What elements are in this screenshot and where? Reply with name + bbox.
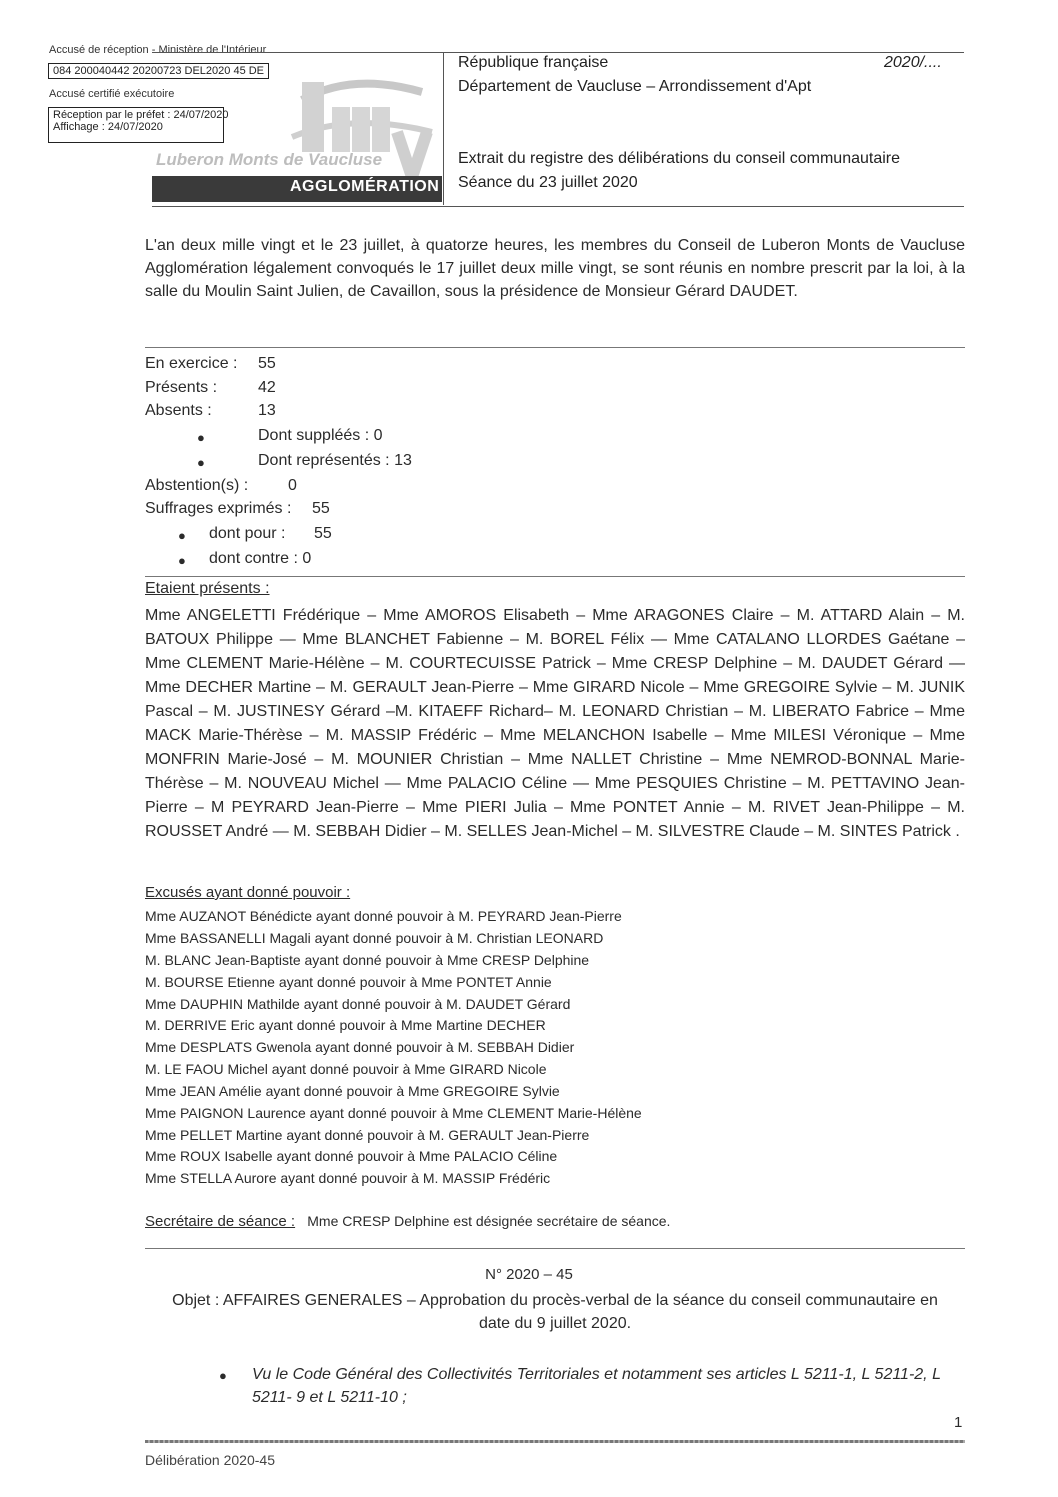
secretaire-label: Secrétaire de séance :	[145, 1213, 296, 1230]
abstention-value: 0	[288, 477, 297, 494]
proxy-item: Mme ROUX Isabelle ayant donné pouvoir à Mme PALACIO Céline	[145, 1148, 558, 1164]
bullet-icon: ●	[178, 553, 186, 568]
extract-label: Extrait du registre des délibérations du conseil communautaire	[458, 150, 901, 167]
stamp-reception: Réception par le préfet : 24/07/2020	[53, 109, 229, 121]
logo-name: Luberon Monts de Vaucluse	[156, 150, 383, 169]
stamp-header: Accusé de réception - Ministère de l'Intérieur	[49, 44, 267, 56]
suffrages-label: Suffrages exprimés :	[145, 500, 292, 517]
proxy-item: M. BLANC Jean-Baptiste ayant donné pouvoir à Mme CRESP Delphine	[145, 952, 590, 968]
contre-line: dont contre : 0	[209, 550, 312, 567]
representes-line: Dont représentés : 13	[258, 452, 412, 469]
proxy-item: Mme AUZANOT Bénédicte ayant donné pouvoir à M. PEYRARD Jean-Pierre	[145, 908, 622, 924]
page-number: 1	[954, 1414, 963, 1431]
secretaire-text: Mme CRESP Delphine est désignée secrétaire de séance.	[307, 1213, 671, 1229]
deliberation-number: N° 2020 – 45	[485, 1266, 573, 1283]
objet-line-1: Objet : AFFAIRES GENERALES – Approbation du procès-verbal de la séance du conseil communautaire en	[172, 1292, 938, 1309]
department-label: Département de Vaucluse – Arrondissement d'Apt	[458, 78, 812, 95]
abstention-label: Abstention(s) :	[145, 477, 249, 494]
excuses-title: Excusés ayant donné pouvoir :	[145, 884, 351, 901]
presents-value: 42	[258, 379, 276, 396]
pour-label: dont pour :	[209, 525, 286, 542]
proxy-item: Mme PAIGNON Laurence ayant donné pouvoir à Mme CLEMENT Marie-Hélène	[145, 1105, 642, 1121]
supplees-line: Dont suppléés : 0	[258, 427, 383, 444]
secretaire-row	[145, 1213, 670, 1230]
divider	[145, 576, 965, 577]
stamp-affichage: Affichage : 24/07/2020	[53, 121, 163, 133]
presents-title: Etaient présents :	[145, 580, 270, 597]
vu-paragraph: Vu le Code Général des Collectivités Territoriales et notamment ses articles L 5211-1, L 5211-2, L 5211- 9 et L 5211-10 ;	[252, 1366, 941, 1406]
absents-value: 13	[258, 402, 276, 419]
divider	[145, 347, 965, 348]
footer-rule	[145, 1440, 965, 1443]
divider	[145, 1248, 965, 1249]
bullet-icon: ●	[197, 430, 205, 445]
presents-label: Présents :	[145, 379, 218, 396]
pour-value: 55	[314, 525, 332, 542]
deliberation-ref: 2020/....	[884, 54, 942, 71]
header-divider	[443, 52, 444, 205]
republic-label: République française	[458, 54, 609, 71]
bullet-icon: ●	[219, 1368, 227, 1383]
session-date: Séance du 23 juillet 2020	[458, 174, 638, 191]
intro-paragraph: L'an deux mille vingt et le 23 juillet, à quatorze heures, les membres du Conseil de Luberon Monts de Vaucluse Agglomération légalement convoqués le 17 juillet deux mille vingt, se sont réunis en nombre prescrit par la loi, à la salle du Moulin Saint Julien, de Cavaillon, sous la présidence de Monsieur Gérard DAUDET.	[145, 237, 965, 300]
bullet-icon: ●	[197, 455, 205, 470]
proxy-item: M. DERRIVE Eric ayant donné pouvoir à Mme Martine DECHER	[145, 1017, 546, 1033]
logo-band-text: AGGLOMÉRATION	[290, 178, 440, 195]
bullet-icon: ●	[178, 528, 186, 543]
presents-list: Mme ANGELETTI Frédérique – Mme AMOROS Elisabeth – Mme ARAGONES Claire – M. ATTARD Alain – M. BATOUX Philippe — Mme BLANCHET Fabienne – M. BOREL Félix — Mme CATALANO LLORDES Gaétane – Mme CLEMENT Marie-Hélène – M. COURTECUISSE Patrick – Mme CRESP Delphine – M. DAUDET Gérard — Mme DECHER Martine – M. GERAULT Jean-Pierre – Mme GIRARD Nicole – Mme GREGOIRE Sylvie – M. JUNIK Pascal – M. JUSTINESY Gérard –M. KITAEFF Richard– M. LEONARD Christian – M. LIBERATO Fabrice – Mme MACK Marie-Thérèse – M. MASSIP Frédéric – Mme MELANCHON Isabelle – Mme MILESI Véronique – Mme MONFRIN Marie-José – M. MOUNIER Christian – Mme NALLET Christine – Mme NEMROD-BONNAL Marie-Thérèse – M. NOUVEAU Michel — Mme PALACIO Céline — Mme PESQUIES Christine – M. PETTAVINO Jean-Pierre – M PEYRARD Jean-Pierre – Mme PIERI Julia – Mme PONTET Annie – M. RIVET Jean-Philippe – M. ROUSSET André — M. SEBBAH Didier – M. SELLES Jean-Michel – M. SILVESTRE Claude – M. SINTES Patrick .	[145, 607, 965, 840]
proxy-item: Mme DAUPHIN Mathilde ayant donné pouvoir à M. DAUDET Gérard	[145, 996, 571, 1012]
suffrages-value: 55	[312, 500, 330, 517]
objet-line-2: date du 9 juillet 2020.	[478, 1315, 632, 1332]
proxy-item: M. BOURSE Etienne ayant donné pouvoir à Mme PONTET Annie	[145, 974, 552, 990]
absents-label: Absents :	[145, 402, 212, 419]
proxy-item: Mme PELLET Martine ayant donné pouvoir à M. GERAULT Jean-Pierre	[145, 1127, 590, 1143]
proxy-item: M. LE FAOU Michel ayant donné pouvoir à Mme GIRARD Nicole	[145, 1061, 547, 1077]
stamp-reference: 084 200040442 20200723 DEL2020 45 DE	[48, 63, 269, 79]
proxy-item: Mme STELLA Aurore ayant donné pouvoir à M. MASSIP Frédéric	[145, 1170, 551, 1186]
stamp-certified: Accusé certifié exécutoire	[49, 88, 175, 100]
proxy-item: Mme DESPLATS Gwenola ayant donné pouvoir à M. SEBBAH Didier	[145, 1039, 575, 1055]
exercice-label: En exercice :	[145, 355, 238, 372]
footer-text: Délibération 2020-45	[145, 1452, 275, 1468]
proxy-item: Mme BASSANELLI Magali ayant donné pouvoir à M. Christian LEONARD	[145, 930, 604, 946]
proxy-item: Mme JEAN Amélie ayant donné pouvoir à Mme GREGOIRE Sylvie	[145, 1083, 560, 1099]
exercice-value: 55	[258, 355, 276, 372]
